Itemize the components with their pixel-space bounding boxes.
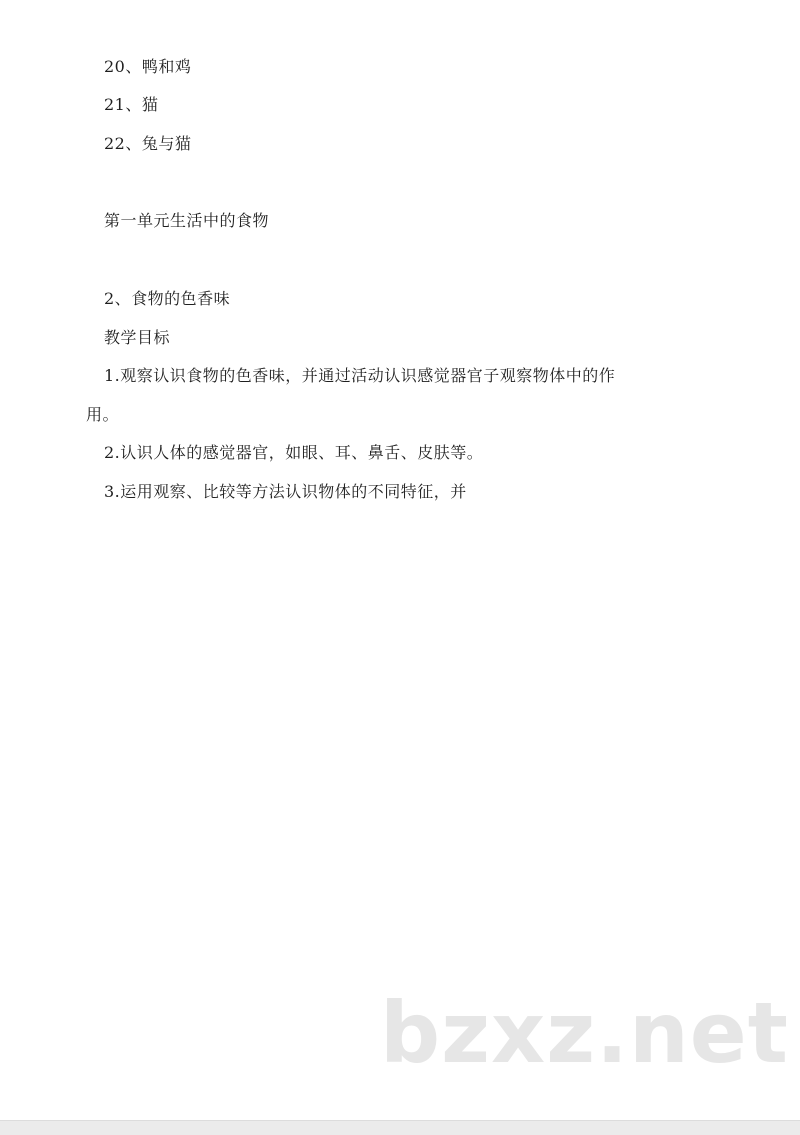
paragraph-line: 1.观察认识食物的色香味，并通过活动认识感觉器官子观察物体中的作 — [104, 366, 616, 385]
section-heading: 第一单元生活中的食物 — [104, 211, 270, 230]
page-bottom-edge — [0, 1120, 800, 1135]
watermark: bzxz.net — [380, 984, 789, 1082]
lesson-title: 2、食物的色香味 — [104, 289, 231, 308]
paragraph-line: 3.运用观察、比较等方法认识物体的不同特征，并 — [104, 482, 467, 501]
list-item: 22、兔与猫 — [104, 134, 192, 153]
list-item: 21、猫 — [104, 95, 159, 114]
paragraph-line: 2.认识人体的感觉器官，如眼、耳、鼻舌、皮肤等。 — [104, 443, 484, 462]
subheading: 教学目标 — [104, 328, 171, 347]
list-item: 20、鸭和鸡 — [104, 57, 192, 76]
paragraph-line: 用。 — [86, 405, 120, 424]
